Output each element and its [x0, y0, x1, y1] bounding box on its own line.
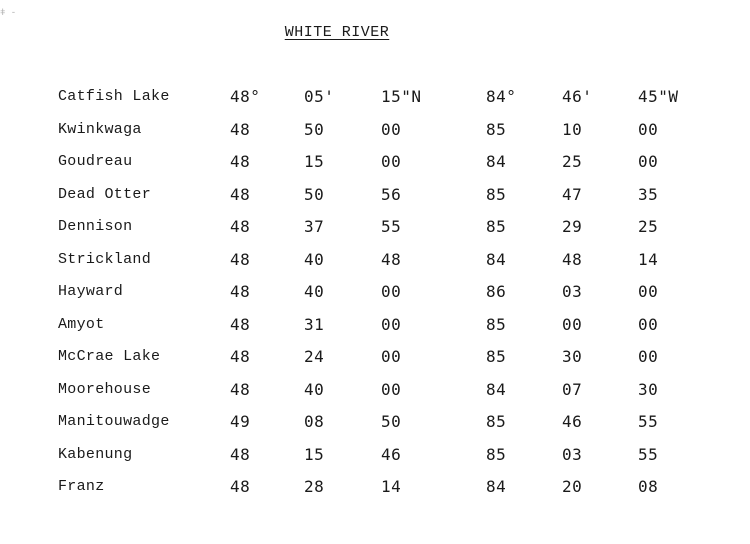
longitude-degrees: 85 — [486, 119, 507, 139]
corner-scan-mark: ǂ - — [0, 8, 17, 18]
table-row — [0, 151, 750, 184]
table-row — [0, 444, 750, 477]
longitude-seconds: 08 — [638, 477, 659, 496]
longitude-degrees: 84° — [486, 87, 517, 106]
latitude-seconds: 46 — [381, 444, 402, 464]
latitude-minutes: 40 — [304, 282, 325, 301]
longitude-minutes: 10 — [562, 119, 583, 139]
table-row — [0, 281, 750, 314]
location-name: Goudreau — [58, 153, 133, 170]
longitude-seconds: 14 — [638, 249, 659, 269]
location-name: Amyot — [58, 315, 105, 333]
latitude-minutes: 08 — [304, 412, 325, 431]
latitude-minutes: 05' — [304, 87, 335, 106]
longitude-seconds: 00 — [638, 314, 659, 334]
longitude-degrees: 85 — [486, 217, 507, 236]
longitude-seconds: 00 — [638, 282, 659, 301]
latitude-seconds: 00 — [381, 347, 402, 366]
longitude-degrees: 84 — [486, 477, 507, 496]
longitude-minutes: 03 — [562, 444, 583, 464]
latitude-minutes: 15 — [304, 152, 325, 171]
latitude-seconds: 00 — [381, 379, 402, 399]
longitude-minutes: 48 — [562, 249, 583, 269]
longitude-degrees: 84 — [486, 152, 507, 171]
table-row — [0, 86, 750, 119]
page-title: WHITE RIVER — [284, 24, 390, 41]
location-name: Catfish Lake — [58, 88, 170, 105]
longitude-seconds: 00 — [638, 119, 659, 139]
latitude-minutes: 31 — [304, 314, 325, 334]
longitude-seconds: 55 — [638, 444, 659, 464]
table-row — [0, 476, 750, 509]
latitude-minutes: 28 — [304, 477, 325, 496]
longitude-minutes: 03 — [562, 282, 583, 301]
coordinates-table — [0, 86, 750, 509]
latitude-degrees: 48 — [230, 119, 251, 139]
latitude-minutes: 40 — [304, 379, 325, 399]
latitude-degrees: 49 — [230, 412, 251, 431]
longitude-seconds: 25 — [638, 217, 659, 236]
latitude-degrees: 48 — [230, 217, 251, 236]
latitude-degrees: 48 — [230, 249, 251, 269]
location-name: Manitouwadge — [58, 413, 170, 430]
longitude-seconds: 35 — [638, 184, 659, 204]
table-row — [0, 411, 750, 444]
longitude-seconds: 45"W — [638, 87, 679, 106]
longitude-degrees: 85 — [486, 314, 507, 334]
latitude-degrees: 48 — [230, 444, 251, 464]
table-row — [0, 249, 750, 282]
longitude-minutes: 46 — [562, 412, 583, 431]
longitude-degrees: 84 — [486, 379, 507, 399]
latitude-degrees: 48 — [230, 184, 251, 204]
location-name: Kwinkwaga — [58, 120, 142, 138]
location-name: Hayward — [58, 283, 124, 300]
latitude-seconds: 50 — [381, 412, 402, 431]
table-row — [0, 346, 750, 379]
latitude-degrees: 48° — [230, 87, 261, 106]
location-name: Strickland — [58, 250, 152, 268]
longitude-degrees: 85 — [486, 347, 507, 366]
latitude-degrees: 48 — [230, 347, 251, 366]
longitude-degrees: 85 — [486, 444, 507, 464]
location-name: McCrae Lake — [58, 348, 161, 365]
latitude-minutes: 15 — [304, 444, 325, 464]
latitude-degrees: 48 — [230, 282, 251, 301]
latitude-seconds: 00 — [381, 152, 402, 171]
table-row — [0, 216, 750, 249]
latitude-degrees: 48 — [230, 152, 251, 171]
longitude-seconds: 55 — [638, 412, 659, 431]
latitude-seconds: 00 — [381, 119, 402, 139]
latitude-minutes: 24 — [304, 347, 325, 366]
longitude-minutes: 47 — [562, 184, 583, 204]
longitude-degrees: 84 — [486, 249, 507, 269]
latitude-degrees: 48 — [230, 477, 251, 496]
longitude-seconds: 30 — [638, 379, 659, 399]
latitude-degrees: 48 — [230, 379, 251, 399]
longitude-degrees: 85 — [486, 184, 507, 204]
longitude-minutes: 07 — [562, 379, 583, 399]
longitude-minutes: 00 — [562, 314, 583, 334]
table-row — [0, 379, 750, 412]
longitude-minutes: 25 — [562, 152, 583, 171]
latitude-degrees: 48 — [230, 314, 251, 334]
latitude-seconds: 56 — [381, 184, 402, 204]
location-name: Kabenung — [58, 445, 133, 463]
longitude-degrees: 86 — [486, 282, 507, 301]
latitude-seconds: 48 — [381, 249, 402, 269]
latitude-seconds: 14 — [381, 477, 402, 496]
latitude-seconds: 00 — [381, 282, 402, 301]
table-row — [0, 314, 750, 347]
longitude-degrees: 85 — [486, 412, 507, 431]
longitude-minutes: 20 — [562, 477, 583, 496]
latitude-seconds: 00 — [381, 314, 402, 334]
table-row — [0, 184, 750, 217]
latitude-minutes: 50 — [304, 184, 325, 204]
latitude-seconds: 55 — [381, 217, 402, 236]
location-name: Moorehouse — [58, 380, 152, 398]
latitude-minutes: 50 — [304, 119, 325, 139]
longitude-seconds: 00 — [638, 152, 659, 171]
location-name: Dennison — [58, 218, 133, 235]
longitude-minutes: 30 — [562, 347, 583, 366]
latitude-minutes: 40 — [304, 249, 325, 269]
table-row — [0, 119, 750, 152]
longitude-minutes: 46' — [562, 87, 593, 106]
location-name: Franz — [58, 478, 105, 495]
longitude-minutes: 29 — [562, 217, 583, 236]
latitude-minutes: 37 — [304, 217, 325, 236]
latitude-seconds: 15"N — [381, 87, 422, 106]
location-name: Dead Otter — [58, 185, 152, 203]
longitude-seconds: 00 — [638, 347, 659, 366]
